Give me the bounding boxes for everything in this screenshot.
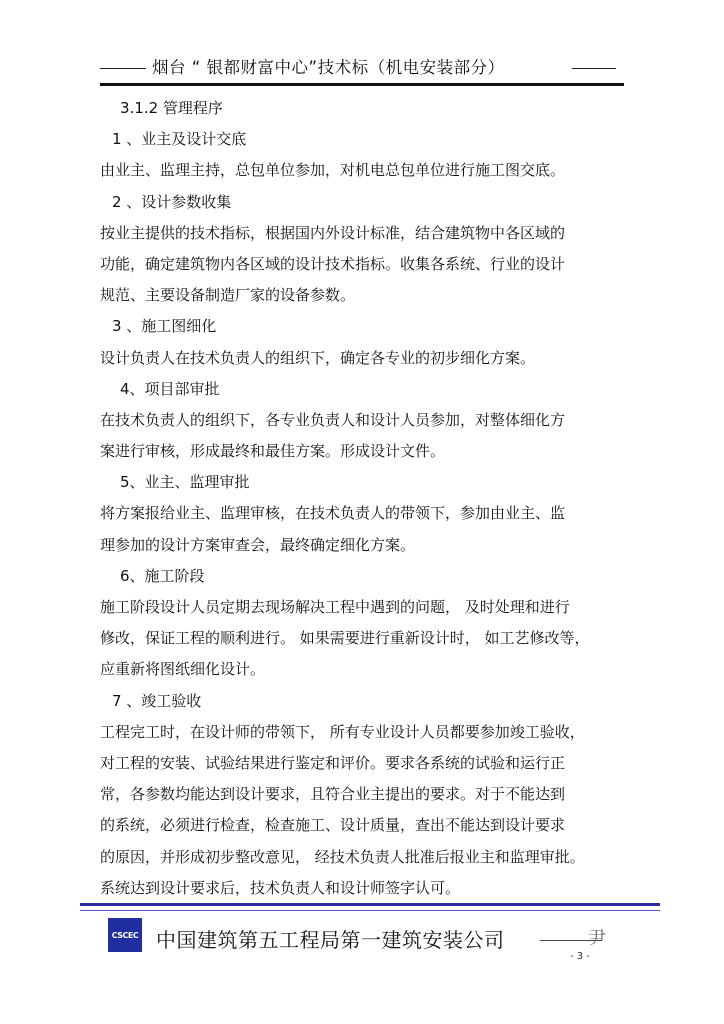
section-heading: 5、业主、监理审批: [120, 473, 250, 492]
header-divider: [100, 83, 624, 86]
paragraph-line: 修改，保证工程的顺利进行。 如果需要进行重新设计时， 如工艺修改等，: [100, 629, 590, 648]
paragraph-line: 对工程的安装、试验结果进行鉴定和评价。要求各系统的试验和运行正: [100, 753, 566, 772]
section-heading: 3.1.2 管理程序: [120, 99, 223, 117]
footer-stamp: 尹: [588, 928, 606, 949]
section-heading: 4、项目部审批: [120, 379, 220, 398]
paragraph-line: 按业主提供的技术指标，根据国内外设计标准，结合建筑物中各区域的: [100, 223, 566, 242]
paragraph-line: 系统达到设计要求后，技术负责人和设计师签字认可。: [100, 878, 461, 897]
footer-divider: [80, 903, 660, 906]
paragraph-line: 将方案报给业主、监理审核，在技术负责人的带领下，参加由业主、监: [100, 504, 566, 523]
paragraph-line: 常，各参数均能达到设计要求，且符合业主提出的要求。对于不能达到: [100, 785, 566, 804]
paragraph-line: 功能，确定建筑物内各区域的设计技术指标。收集各系统、行业的设计: [100, 254, 566, 273]
header-rule-right: [572, 68, 616, 69]
paragraph-line: 在技术负责人的组织下，各专业负责人和设计人员参加，对整体细化方: [100, 410, 566, 429]
document-body: [100, 93, 628, 904]
paragraph-line: 应重新将图纸细化设计。: [100, 660, 266, 679]
paragraph-line: 的系统，必须进行检查，检查施工、设计质量，查出不能达到设计要求: [100, 816, 566, 835]
section-heading: 1 、业主及设计交底: [112, 130, 247, 149]
paragraph-line: 由业主、监理主持，总包单位参加，对机电总包单位进行施工图交底。: [100, 161, 566, 180]
section-heading: 7 、竣工验收: [112, 691, 202, 710]
section-heading: 2 、设计参数收集: [112, 192, 232, 211]
paragraph-line: 工程完工时，在设计师的带领下， 所有专业设计人员都要参加竣工验收，: [100, 722, 585, 741]
header-rule-left: [100, 68, 146, 69]
paragraph-line: 案进行审核，形成最终和最佳方案。形成设计文件。: [100, 442, 446, 461]
paragraph-line: 设计负责人在技术负责人的组织下，确定各专业的初步细化方案。: [100, 348, 536, 367]
footer-company-name: 中国建筑第五工程局第一建筑安装公司: [156, 928, 505, 952]
company-logo: [108, 918, 142, 952]
paragraph-line: 规范、主要设备制造厂家的设备参数。: [100, 286, 356, 305]
page-header: [100, 48, 624, 90]
footer-divider-thin: [80, 910, 660, 911]
logo-text: CSCEC: [111, 930, 139, 940]
section-heading: 6、施工阶段: [120, 566, 205, 585]
header-title: 烟台 “ 银都财富中心”技术标（机电安装部分）: [152, 58, 505, 77]
page-number: - 3 -: [570, 951, 590, 962]
paragraph-line: 的原因，并形成初步整改意见， 经技术负责人批准后报业主和监理审批。: [100, 847, 585, 866]
paragraph-line: 施工阶段设计人员定期去现场解决工程中遇到的问题， 及时处理和进行: [100, 598, 570, 616]
section-heading: 3 、施工图细化: [112, 317, 217, 336]
paragraph-line: 理参加的设计方案审查会，最终确定细化方案。: [100, 535, 416, 554]
